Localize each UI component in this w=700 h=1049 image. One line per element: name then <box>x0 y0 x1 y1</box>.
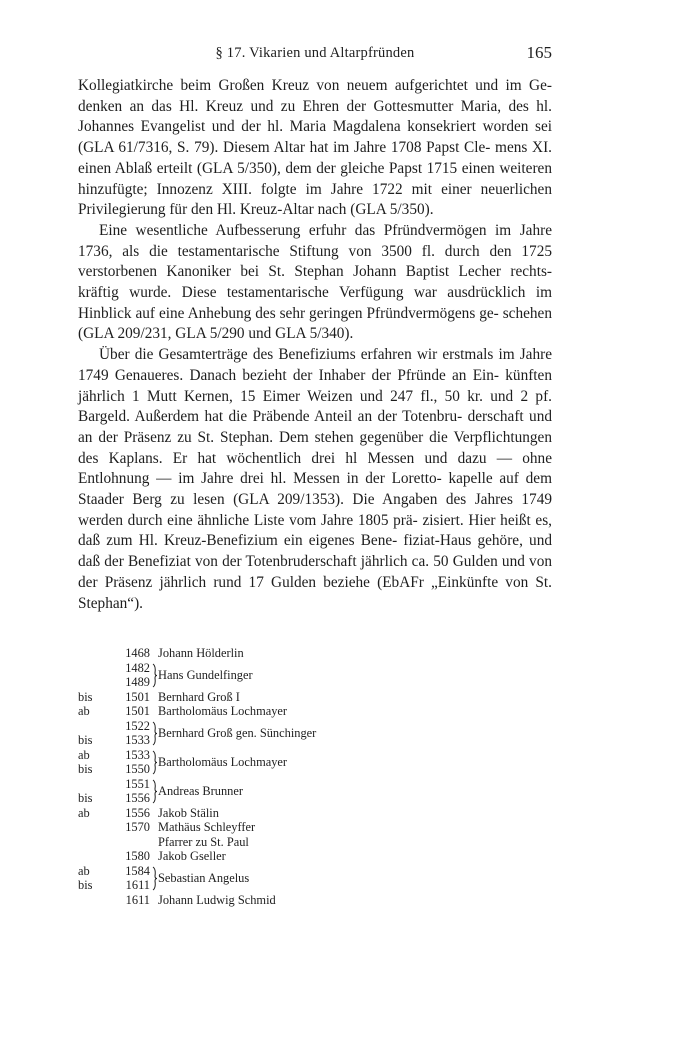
qualifier: bis <box>78 689 93 704</box>
year: 1533 <box>125 733 150 747</box>
paragraph: Eine wesentliche Aufbesserung erfuhr das Pfründvermögen im Jahre 1736, als die testamentarische Stiftung von 3500 fl. durch den 1725 verstorbenen Kanoniker bei St. Stephan Johann Baptist Lecher rechts- kräftig wurde. Diese testamentarische Verfügung war ausdrücklich im Hinblick auf eine Anhebung des sehr geringen Pfründvermögens ge- schehen (GLA 209/231, GLA 5/290 und GLA 5/340). <box>78 221 552 343</box>
holder-name: Mathäus Schleyffer <box>158 820 256 834</box>
holder-name: Bernhard Groß I <box>158 689 240 704</box>
holder-name: Johann Hölderlin <box>158 646 244 660</box>
year: 1611 <box>125 892 150 907</box>
qualifier: ab <box>78 704 90 718</box>
year: 1482 <box>125 660 150 675</box>
year: 1468 <box>125 646 150 660</box>
holder-name: Johann Ludwig Schmid <box>158 892 276 907</box>
year: 1570 <box>125 820 150 834</box>
year: 1489 <box>125 675 150 689</box>
year: 1533 <box>125 747 150 762</box>
list-item <box>78 661 552 690</box>
running-header <box>78 43 552 67</box>
qualifier: ab <box>78 863 90 878</box>
holder-name: Jakob Gseller <box>158 849 226 863</box>
list-item <box>78 820 552 835</box>
paragraph: Über die Gesamterträge des Benefiziums erfahren wir erstmals im Jahre 1749 Genaueres. Danach bezieht der Inhaber der Pfründe an Ein- künften jährlich 1 Mutt Kernen, 15 Eimer Weizen und 247 fl., 50 kr. und 2 pf. Bargeld. Außerdem hat die Präbende Anteil an der Totenbru- derschaft und an der Präsenz zu St. Stephan. Dem stehen gegenüber die Verpflichtungen des Kaplans. Er hat wöchentlich drei hl Messen und dazu — ohne Entlohnung — im Jahre drei hl. Messen in der Loretto- kapelle auf dem Staader Berg zu lesen (GLA 209/1353). Die Angaben des Jahres 1749 werden durch eine ähnliche Liste vom Jahre 1805 prä- zisiert. Hier heißt es, daß zum Hl. Kreuz-Benefizium ein eigenes Bene- fiziat-Haus gehöre, und daß der Benefiziat von der Totenbruderschaft jährlich ca. 50 Gulden und von der Präsenz jährlich rund 17 Gulden beziehe (EbAFr „Einkünfte von St. Stephan“). <box>78 346 552 612</box>
qualifier: ab <box>78 747 90 762</box>
list-item <box>78 646 552 661</box>
list-item <box>78 864 552 893</box>
year: 1580 <box>125 849 150 863</box>
qualifier: bis <box>78 877 93 892</box>
year: 1584 <box>125 863 150 878</box>
year: 1611 <box>125 878 150 892</box>
year: 1501 <box>125 704 150 718</box>
holder-name: Bernhard Groß gen. Sünchinger <box>158 725 317 740</box>
year: 1551 <box>125 776 150 791</box>
year: 1550 <box>125 762 150 776</box>
holder-name: Jakob Stälin <box>158 805 219 820</box>
page-number: 165 <box>526 43 552 62</box>
holder-note: Pfarrer zu St. Paul <box>158 834 249 849</box>
list-item <box>78 719 552 748</box>
list-item <box>78 893 552 908</box>
list-item <box>78 690 552 705</box>
holder-name: Sebastian Angelus <box>158 870 250 885</box>
list-item <box>78 806 552 821</box>
year: 1522 <box>125 718 150 733</box>
holder-name: Bartholomäus Lochmayer <box>158 754 288 769</box>
year: 1556 <box>125 791 150 805</box>
list-item <box>78 777 552 806</box>
paragraph: Kollegiatkirche beim Großen Kreuz von neuem aufgerichtet und im Ge- denken an das Hl. Kreuz und zu Ehren der Gottesmutter Maria, des hl. Johannes Evangelist und der hl. Maria Magdalena konsekriert worden sei (GLA 61/7316, S. 79). Diesem Altar hat im Jahre 1708 Papst Cle- mens XI. einen Ablaß erteilt (GLA 5/350), dem der gleiche Papst 1715 einen weiteren hinzufügte; Innozenz XIII. folgte im Jahre 1722 mit einer neuerlichen Privilegierung für den Hl. Kreuz-Altar nach (GLA 5/350). <box>78 77 552 219</box>
body-text <box>78 76 552 614</box>
holder-name: Andreas Brunner <box>158 783 243 798</box>
list-item <box>78 849 552 864</box>
holder-name: Hans Gundelfinger <box>158 667 253 682</box>
list-item <box>78 748 552 777</box>
running-title: § 17. Vikarien und Altarpfründen <box>215 45 415 61</box>
qualifier: bis <box>78 761 93 776</box>
year: 1501 <box>125 689 150 704</box>
holder-name: Bartholomäus Lochmayer <box>158 704 288 718</box>
qualifier: bis <box>78 790 93 805</box>
list-item <box>78 835 552 850</box>
year: 1556 <box>125 805 150 820</box>
list-item <box>78 704 552 719</box>
qualifier: ab <box>78 805 90 820</box>
qualifier: bis <box>78 732 93 747</box>
benefice-holders-list <box>78 646 552 907</box>
